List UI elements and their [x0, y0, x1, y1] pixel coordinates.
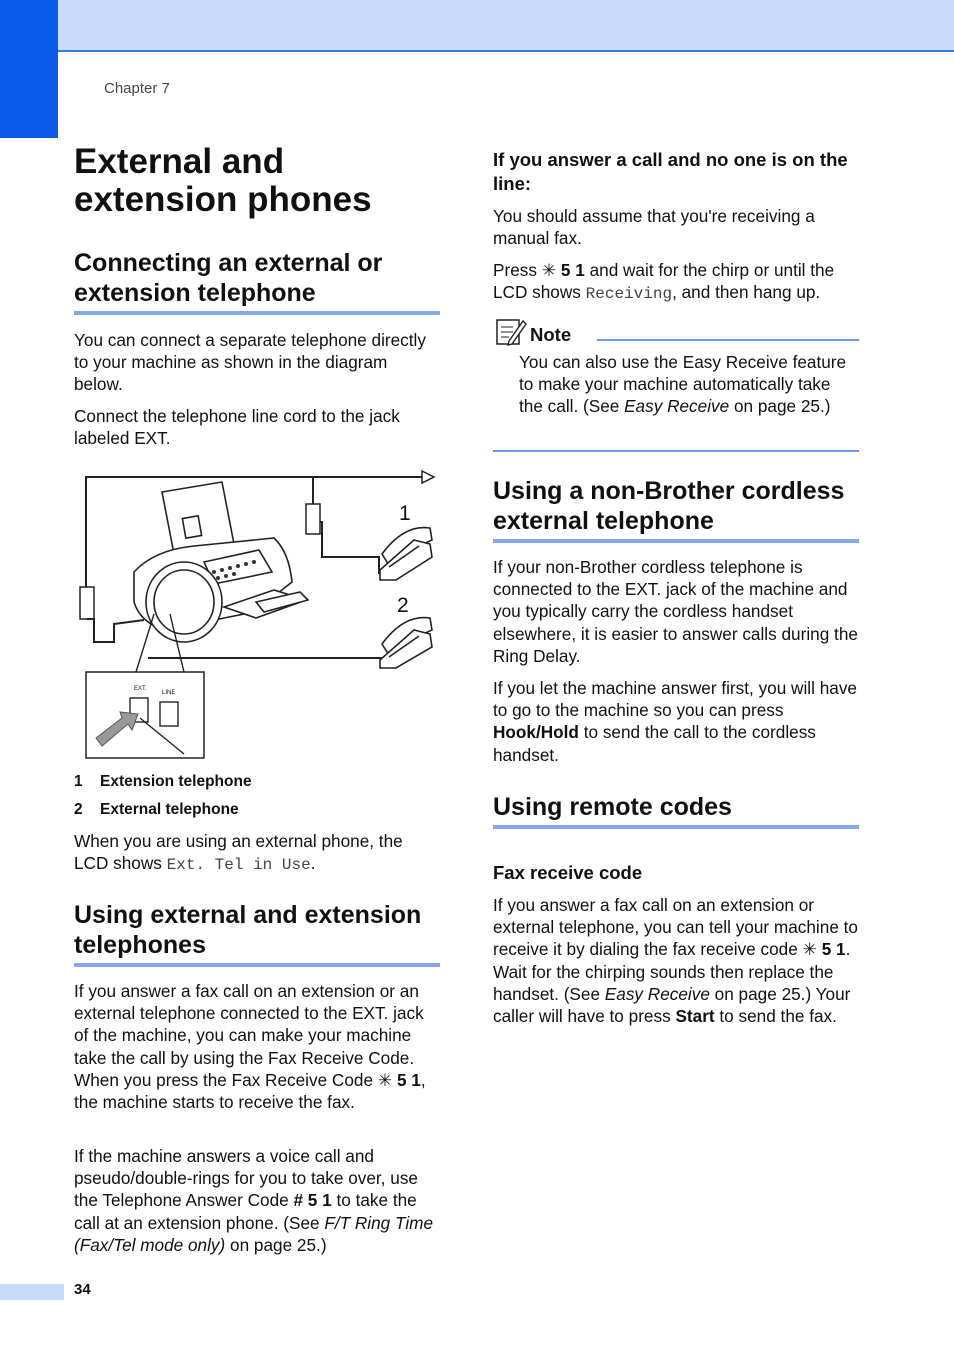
extension-phone-wire	[320, 522, 379, 574]
section-rule	[74, 311, 440, 315]
section-heading-non-brother: Using a non-Brother cordless external telephone	[493, 477, 845, 535]
page-title: External and extension phones	[74, 142, 372, 219]
chapter-tab	[0, 0, 58, 138]
page-tab	[0, 1284, 64, 1300]
paragraph-fax-receive-code: If you answer a fax call on an extension or external telephone, you can tell your machine to receive it by dialing the fax receive code ✳ 5 1. Wait for the chirping sounds then replace the handset. (See Easy Receive on page 25.) Your caller will have to press Start to send the fax.	[493, 895, 858, 1027]
connection-diagram	[74, 462, 444, 762]
external-phone-wire	[149, 657, 384, 658]
external-telephone-icon	[380, 618, 432, 668]
wall-jack-left	[80, 587, 94, 619]
note-top-rule	[597, 339, 859, 341]
wall-jack-right	[306, 504, 320, 534]
diagram-label-1: 1	[399, 502, 411, 525]
paragraph-connect-cord: Connect the telephone line cord to the jack labeled EXT.	[74, 406, 400, 449]
note-text: You can also use the Easy Receive feature to make your machine automatically take the call. (See Easy Receive on page 25.)	[519, 352, 847, 417]
jack-label-line: LINE	[162, 690, 176, 696]
section-rule	[493, 539, 859, 543]
section-heading-connecting: Connecting an external or extension telephone	[74, 249, 383, 307]
caption-1: 1 Extension telephone	[74, 773, 252, 790]
paragraph-lcd-shows: When you are using an external phone, the LCD shows Ext. Tel in Use.	[74, 831, 403, 875]
jack-label-ext: EXT.	[134, 686, 147, 692]
header-bar	[0, 0, 954, 52]
page-number: 34	[74, 1281, 91, 1298]
subheading-fax-receive-code: Fax receive code	[493, 862, 643, 883]
paragraph-cordless-ring-delay: If your non-Brother cordless telephone is connected to the EXT. jack of the machine and you typically carry the cordless handset elsewhere, it is easier to answer calls during the Ring Delay.	[493, 557, 858, 666]
note-pencil-icon	[495, 317, 527, 347]
paragraph-fax-receive: If you answer a fax call on an extension or an external telephone connected to the EXT. jack of the machine, you can make your machine take the call by using the Fax Receive Code. When you press the Fax Receive Code ✳ 5 1, the machine starts to receive the fax.	[74, 981, 426, 1113]
section-rule	[493, 825, 859, 829]
paragraph-hook-hold: If you let the machine answer first, you will have to go to the machine so you can press Hook/Hold to send the call to the cordless handset.	[493, 678, 857, 765]
section-rule	[74, 963, 440, 967]
paragraph-telephone-answer: If the machine answers a voice call and pseudo/double-rings for you to take over, use the Telephone Answer Code # 5 1 to take the call at an extension phone. (See F/T Ring Time (Fax/Tel mode only) on page 25.)	[74, 1146, 434, 1255]
chapter-label: Chapter 7	[104, 80, 170, 97]
subheading-no-one-on-line: If you answer a call and no one is on the line:	[493, 149, 848, 194]
paragraph-manual-fax: You should assume that you're receiving a manual fax.	[493, 206, 815, 249]
section-heading-remote-codes: Using remote codes	[493, 793, 732, 821]
extension-telephone-icon	[380, 528, 432, 580]
line-arrow-icon	[422, 471, 434, 483]
note-bottom-rule	[493, 450, 859, 452]
fax-machine-icon	[134, 482, 308, 642]
line-jack	[160, 702, 178, 726]
paragraph-connect-intro: You can connect a separate telephone directly to your machine as shown in the diagram below.	[74, 330, 426, 395]
paragraph-press-code: Press ✳ 5 1 and wait for the chirp or until the LCD shows Receiving, and then hang up.	[493, 260, 835, 304]
caption-2: 2 External telephone	[74, 801, 239, 818]
diagram-label-2: 2	[397, 594, 409, 617]
section-heading-using-extension: Using external and extension telephones	[74, 901, 422, 959]
note-title: Note	[530, 324, 572, 345]
